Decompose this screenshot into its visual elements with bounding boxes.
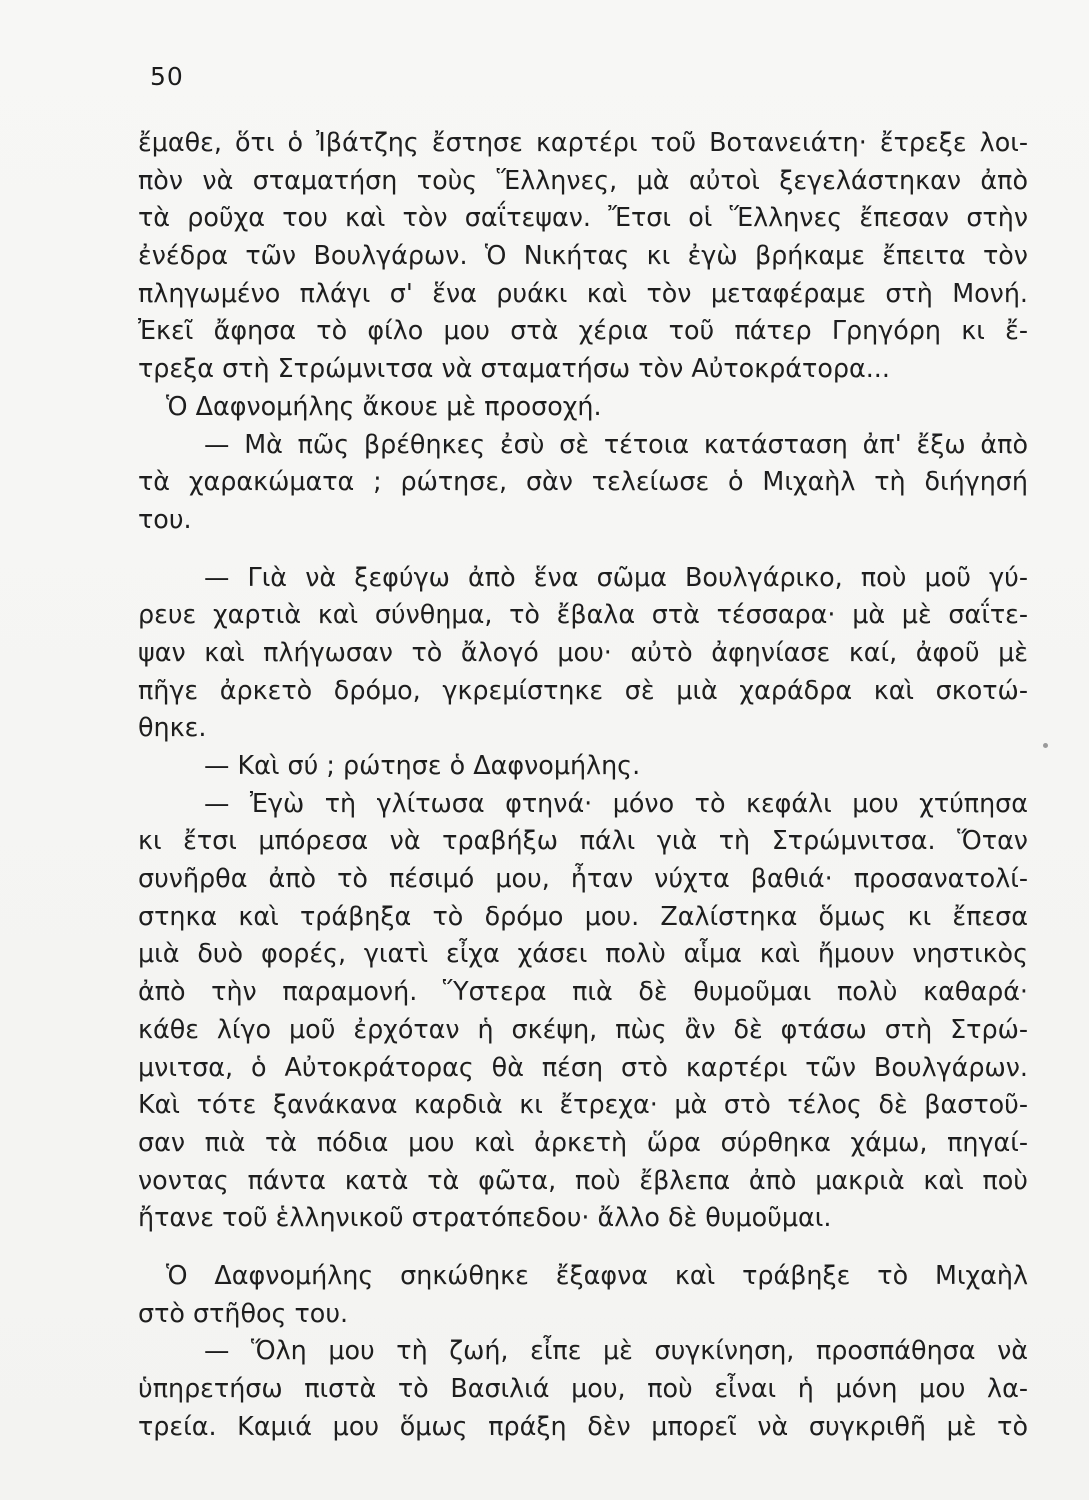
text-line: ἤτανε τοῦ ἑλληνικοῦ στρατόπεδου· ἄλλο δὲ θυμοῦμαι. [138,1202,832,1233]
text-line: σαν πιὰ τὰ πόδια μου καὶ ἀρκετὴ ὥρα σύρθηκα χάμω, πηγαί- [138,1126,1028,1157]
text-line: θηκε. [138,712,207,743]
page-number: 50 [150,62,184,91]
text-line: ψαν καὶ πλήγωσαν τὸ ἄλογό μου· αὐτὸ ἀφηνίασε καί, ἀφοῦ μὲ [138,636,1028,667]
text-line: ὑπηρετήσω πιστὰ τὸ Βασιλιά μου, ποὺ εἶναι ἡ μόνη μου λα- [138,1373,1028,1403]
text-line: ἐνέδρα τῶν Βουλγάρων. Ὁ Νικήτας κι ἐγὼ βρήκαμε ἔπειτα τὸν [138,240,1028,271]
text-line: — Μὰ πῶς βρέθηκες ἐσὺ σὲ τέτοια κατάσταση ἀπ' ἔξω ἀπὸ [204,428,1028,459]
text-line: τρεία. Καμιά μου ὅμως πράξη δὲν μπορεῖ νὰ συγκριθῆ μὲ τὸ [138,1410,1028,1441]
text-line: ἀπὸ τὴν παραμονή. Ὕστερα πιὰ δὲ θυμοῦμαι πολὺ καθαρά· [138,976,1028,1007]
text-line: Καὶ τότε ξανάκανα καρδιὰ κι ἔτρεχα· μὰ στὸ τέλος δὲ βαστοῦ- [138,1089,1028,1120]
text-line: συνῆρθα ἀπὸ τὸ πέσιμό μου, ἦταν νύχτα βαθιά· προσανατολί- [138,863,1028,894]
text-line: στὸ στῆθος του. [138,1297,349,1328]
text-line: τρεξα στὴ Στρώμνιτσα νὰ σταματήσω τὸν Αὐτοκράτορα... [138,353,890,384]
text-line: — Ὅλη μου τὴ ζωή, εἶπε μὲ συγκίνηση, προσπάθησα νὰ [204,1335,1028,1366]
text-line: ἔμαθε, ὅτι ὁ Ἰβάτζης ἔστησε καρτέρι τοῦ Βοτανειάτη· ἔτρεξε λοι- [138,127,1028,157]
text-line: κι ἔτσι μπόρεσα νὰ τραβήξω πάλι γιὰ τὴ Στρώμνιτσα. Ὅταν [138,825,1028,856]
text-line: πληγωμένο πλάγι σ' ἕνα ρυάκι καὶ τὸν μεταφέραμε στὴ Μονή. [138,277,1028,308]
text-line: στηκα καὶ τράβηξα τὸ δρόμο μου. Ζαλίστηκα ὅμως κι ἔπεσα [138,900,1028,931]
text-line: μνιτσα, ὁ Αὐτοκράτορας θὰ πέση στὸ καρτέρι τῶν Βουλγάρων. [138,1051,1028,1082]
text-line: τὰ χαρακώματα ; ρώτησε, σὰν τελείωσε ὁ Μιχαὴλ τὴ διήγησή [138,466,1028,497]
ink-dot [1043,743,1048,748]
text-line: — Καὶ σύ ; ρώτησε ὁ Δαφνομήλης. [204,750,641,780]
text-line: Ὁ Δαφνομήλης σηκώθηκε ἔξαφνα καὶ τράβηξε τὸ Μιχαὴλ [166,1259,1028,1290]
text-line: του. [138,503,192,534]
text-line: — Γιὰ νὰ ξεφύγω ἀπὸ ἕνα σῶμα Βουλγάρικο, ποὺ μοῦ γύ- [204,561,1028,592]
body-text [138,124,1028,1445]
text-line: τὰ ροῦχα του καὶ τὸν σαΐτεψαν. Ἔτσι οἱ Ἕλληνες ἔπεσαν στὴν [138,202,1028,233]
text-line: κάθε λίγο μοῦ ἐρχόταν ἡ σκέψη, πὼς ἂν δὲ φτάσω στὴ Στρώ- [138,1013,1028,1044]
text-line: πὸν νὰ σταματήση τοὺς Ἕλληνες, μὰ αὐτοὶ ξεγελάστηκαν ἀπὸ [138,164,1028,195]
text-line: Ἐκεῖ ἄφησα τὸ φίλο μου στὰ χέρια τοῦ πάτερ Γρηγόρη κι ἔ- [138,315,1028,346]
text-line: — Ἐγὼ τὴ γλίτωσα φτηνά· μόνο τὸ κεφάλι μου χτύπησα [204,787,1028,818]
text-line: μιὰ δυὸ φορές, γιατὶ εἶχα χάσει πολὺ αἷμα καὶ ἤμουν νηστικὸς [138,938,1028,969]
text-line: πῆγε ἀρκετὸ δρόμο, γκρεμίστηκε σὲ μιὰ χαράδρα καὶ σκοτώ- [138,674,1028,705]
text-line: ρευε χαρτιὰ καὶ σύνθημα, τὸ ἔβαλα στὰ τέσσαρα· μὰ μὲ σαΐτε- [138,599,1028,630]
text-line: νοντας πάντα κατὰ τὰ φῶτα, ποὺ ἔβλεπα ἀπὸ μακριὰ καὶ ποὺ [138,1164,1028,1195]
text-line: Ὁ Δαφνομήλης ἄκουε μὲ προσοχή. [166,390,602,421]
